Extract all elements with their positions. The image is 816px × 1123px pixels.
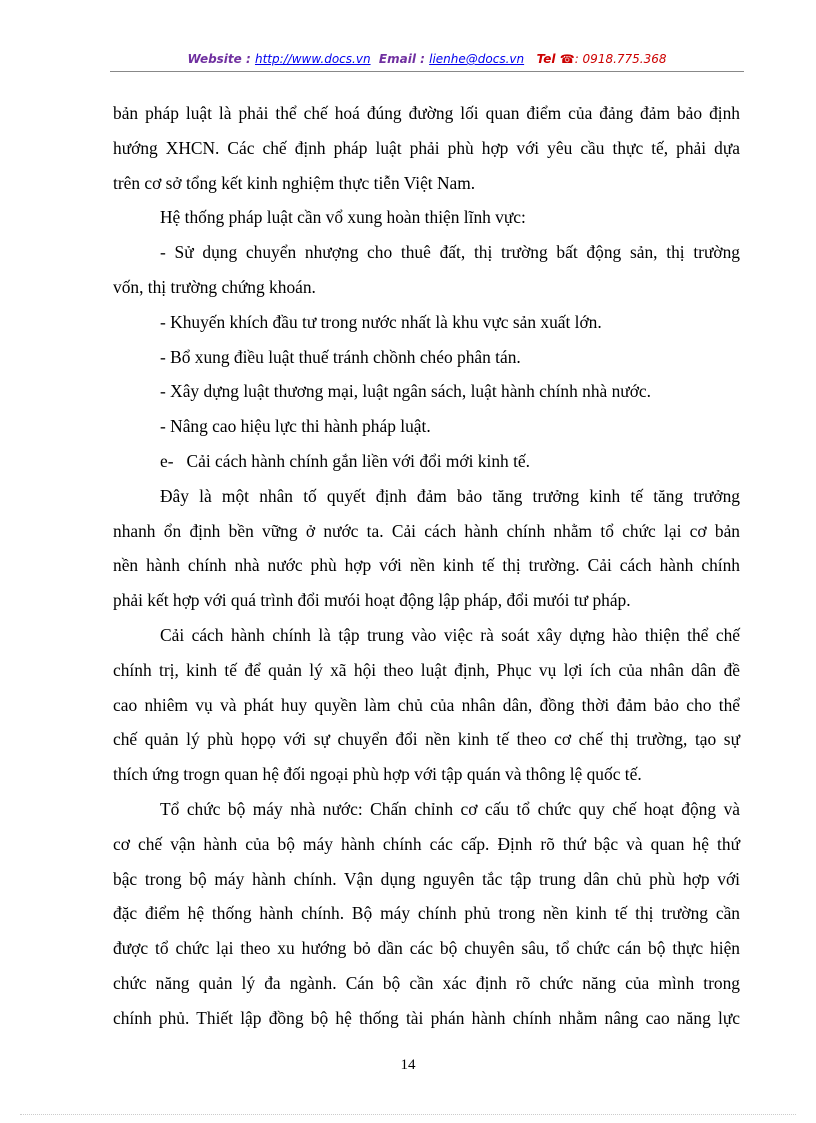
text-line: thích ứng trogn quan hệ đối ngoại phù hợp với tập quán và thông lệ quốc tế. bbox=[113, 764, 642, 785]
text-line: được tổ chức lại theo xu hướng bỏ dần các bộ chuyên sâu, tổ chức cán bộ thực hiện bbox=[113, 938, 740, 959]
text-line: Cải cách hành chính là tập trung vào việc rà soát xây dựng hào thiện thể chế bbox=[160, 624, 740, 645]
text-line: - Bổ xung điều luật thuế tránh chồnh chéo phân tán. bbox=[160, 346, 521, 367]
header-divider bbox=[110, 71, 744, 72]
phone-icon: ☎ bbox=[559, 52, 575, 66]
text-line: chức năng quản lý đa ngành. Cán bộ cần xác định rõ chức năng của mình trong bbox=[113, 972, 740, 993]
text-line: vốn, thị trường chứng khoán. bbox=[113, 276, 316, 297]
website-label: Website : bbox=[187, 52, 251, 66]
text-line: cao nhiêm vụ và phát huy quyền làm chủ của nhân dân, đồng thời đảm bảo cho thể bbox=[113, 694, 740, 715]
text-line: phải kết hợp với quá trình đổi mưói hoạt động lập pháp, đổi mưói tư pháp. bbox=[113, 590, 631, 611]
email-link[interactable]: lienhe@docs.vn bbox=[429, 52, 525, 66]
website-link[interactable]: http://www.docs.vn bbox=[254, 52, 371, 66]
text-line: nền hành chính nhà nước phù hợp với nền kinh tế thị trường. Cải cách hành chính bbox=[113, 555, 740, 576]
text-line: Hệ thống pháp luật cần vổ xung hoàn thiện lĩnh vực: bbox=[160, 207, 526, 228]
tel-label: Tel bbox=[536, 52, 556, 66]
text-line: e- Cải cách hành chính gắn liền với đổi mới kinh tế. bbox=[160, 450, 530, 471]
page-number: 14 bbox=[400, 1057, 416, 1073]
page-bottom-edge bbox=[20, 1114, 796, 1115]
text-line: - Xây dựng luật thương mại, luật ngân sách, luật hành chính nhà nước. bbox=[160, 381, 651, 402]
text-line: bản pháp luật là phải thể chế hoá đúng đường lối quan điểm của đảng đảm bảo định bbox=[113, 103, 740, 123]
text-line: Tổ chức bộ máy nhà nước: Chấn chỉnh cơ cấu tổ chức quy chế hoạt động và bbox=[160, 798, 740, 819]
text-line: Đây là một nhân tố quyết định đảm bảo tăng trưởng kinh tế tăng trưởng bbox=[160, 485, 740, 506]
text-line: trên cơ sở tổng kết kinh nghiệm thực tiễn Việt Nam. bbox=[113, 172, 476, 193]
text-line: nhanh ổn định bền vững ở nước ta. Cải cách hành chính nhằm tổ chức lại cơ bản bbox=[113, 520, 740, 541]
text-line: - Nâng cao hiệu lực thi hành pháp luật. bbox=[160, 416, 431, 437]
email-label: Email : bbox=[378, 52, 425, 66]
text-line: hướng XHCN. Các chế định pháp luật phải phù hợp với yêu cầu thực tế, phải dựa bbox=[113, 137, 740, 158]
text-line: chế quản lý phù họpọ với sự chuyển đổi nền kinh tế theo cơ chế thị trường, tạo sự bbox=[113, 729, 740, 750]
text-line: cơ chế vận hành của bộ máy hành chính các cấp. Định rõ thứ bậc và quan hệ thứ bbox=[113, 833, 740, 854]
page-header bbox=[110, 50, 744, 68]
text-line: chính phủ. Thiết lập đồng bộ hệ thống tài phán hành chính nhằm nâng cao năng lực bbox=[113, 1007, 740, 1028]
text-line: đặc điểm hệ thống hành chính. Bộ máy chính phủ trong nền kinh tế thị trường cần bbox=[113, 903, 740, 924]
tel-number: : 0918.775.368 bbox=[574, 52, 667, 66]
body-text bbox=[113, 96, 740, 1036]
text-line: - Sử dụng chuyển nhượng cho thuê đất, thị trường bất động sản, thị trường bbox=[160, 242, 740, 263]
text-line: bậc trong bộ máy hành chính. Vận dụng nguyên tắc tập trung dân chủ phù hợp với bbox=[113, 868, 740, 889]
text-line: - Khuyến khích đầu tư trong nước nhất là khu vực sản xuất lớn. bbox=[160, 311, 602, 332]
text-line: chính trị, kinh tế để quản lý xã hội theo luật định, Phục vụ lợi ích của nhân dân đề bbox=[113, 659, 740, 680]
